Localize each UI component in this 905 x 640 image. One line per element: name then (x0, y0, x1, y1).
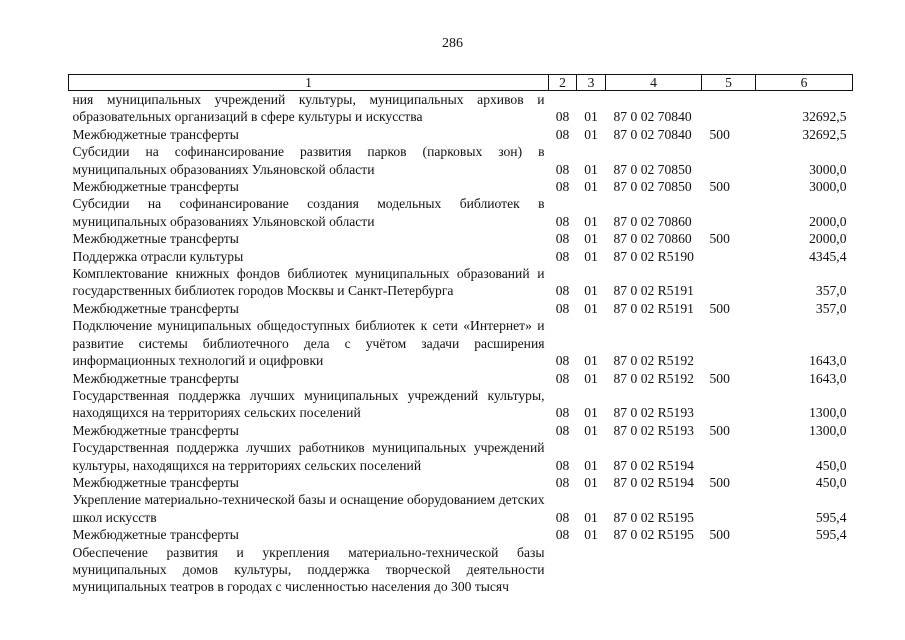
row-section: 08 (555, 300, 570, 316)
row-section: 08 (555, 248, 570, 264)
row-subsection: 01 (584, 405, 598, 421)
row-expense-type: 500 (709, 422, 730, 438)
row-description: Укрепление материально-технической базы и оснащение оборудованием детских школ искусств (72, 492, 545, 525)
row-amount: 32692,5 (802, 109, 847, 125)
row-subsection: 01 (584, 353, 598, 369)
row-expense-type: 500 (709, 300, 730, 316)
row-expense-type: 500 (709, 474, 730, 490)
row-section: 08 (555, 161, 570, 177)
row-section: 08 (555, 353, 570, 369)
row-subsection: 01 (584, 509, 598, 525)
row-target-article: 87 0 02 70840 (613, 109, 692, 125)
row-amount: 450,0 (815, 474, 847, 490)
row-description: Межбюджетные трансферты (72, 422, 239, 438)
header-col-5: 5 (702, 75, 756, 91)
row-subsection: 01 (584, 422, 598, 438)
row-description: Подключение муниципальных общедоступных библиотек к сети «Интернет» и развитие системы библиотечного дела с учётом задачи расширения информационных технологий и оцифровки (72, 318, 545, 369)
row-description: Субсидии на софинансирование развития парков (парковых зон) в муниципальных образованиях Ульяновской области (72, 144, 545, 177)
header-col-6: 6 (756, 75, 853, 91)
row-section: 08 (555, 370, 570, 386)
header-col-3: 3 (577, 75, 606, 91)
table-header (69, 75, 853, 91)
row-target-article: 87 0 02 R5194 (613, 457, 694, 473)
row-subsection: 01 (584, 179, 598, 195)
row-target-article: 87 0 02 70860 (613, 213, 692, 229)
table-row (69, 474, 853, 491)
header-row (69, 75, 853, 91)
row-subsection: 01 (584, 213, 598, 229)
row-amount: 357,0 (815, 300, 847, 316)
row-target-article: 87 0 02 70850 (613, 161, 692, 177)
row-expense-type: 500 (709, 126, 730, 142)
table-row (69, 370, 853, 387)
row-target-article: 87 0 02 R5194 (613, 474, 694, 490)
row-target-article: 87 0 02 R5192 (613, 370, 694, 386)
row-section: 08 (555, 109, 570, 125)
row-amount: 1300,0 (809, 422, 847, 438)
row-target-article: 87 0 02 R5195 (613, 527, 694, 543)
table-row (69, 143, 853, 178)
row-subsection: 01 (584, 370, 598, 386)
row-amount: 2000,0 (809, 213, 847, 229)
row-amount: 450,0 (815, 457, 847, 473)
row-section: 08 (555, 283, 570, 299)
row-amount: 4345,4 (809, 248, 847, 264)
row-target-article: 87 0 02 70840 (613, 126, 692, 142)
row-amount: 3000,0 (809, 179, 847, 195)
row-section: 08 (555, 231, 570, 247)
table-row (69, 265, 853, 300)
row-description: Государственная поддержка лучших работников муниципальных учреждений культуры, находящихся на территориях сельских поселений (72, 440, 545, 473)
row-subsection: 01 (584, 527, 598, 543)
row-target-article (606, 544, 702, 596)
row-section: 08 (555, 457, 570, 473)
row-subsection: 01 (584, 300, 598, 316)
row-section: 08 (555, 126, 570, 142)
row-target-article: 87 0 02 R5191 (613, 300, 694, 316)
row-description: Межбюджетные трансферты (72, 231, 239, 247)
row-expense-type: 500 (709, 370, 730, 386)
row-subsection: 01 (584, 283, 598, 299)
header-col-4: 4 (606, 75, 702, 91)
table-row (69, 317, 853, 369)
row-section: 08 (555, 509, 570, 525)
row-amount: 1643,0 (809, 370, 847, 386)
row-expense-type: 500 (709, 231, 730, 247)
row-expense-type (702, 317, 756, 369)
row-section (549, 544, 577, 596)
row-subsection: 01 (584, 231, 598, 247)
row-expense-type (702, 439, 756, 474)
row-description: Комплектование книжных фондов библиотек муниципальных образований и государственных библиотек городов Москвы и Санкт-Петербурга (72, 266, 545, 299)
table-row (69, 248, 853, 265)
row-target-article: 87 0 02 R5192 (613, 353, 694, 369)
table-row (69, 91, 853, 126)
row-target-article: 87 0 02 R5193 (613, 405, 694, 421)
row-expense-type (702, 143, 756, 178)
row-description: Государственная поддержка лучших муниципальных учреждений культуры, находящихся на территориях сельских поселений (72, 387, 545, 421)
row-description: Межбюджетные трансферты (72, 527, 239, 543)
row-expense-type: 500 (709, 527, 730, 543)
table-row (69, 422, 853, 439)
table-row (69, 439, 853, 474)
table-row (69, 544, 853, 596)
row-target-article: 87 0 02 70860 (613, 231, 692, 247)
row-expense-type (702, 491, 756, 526)
row-expense-type (702, 544, 756, 596)
table-row (69, 526, 853, 543)
row-expense-type: 500 (709, 179, 730, 195)
table-row (69, 230, 853, 247)
table-row (69, 491, 853, 526)
row-target-article: 87 0 02 R5191 (613, 283, 694, 299)
row-description: Поддержка отрасли культуры (72, 248, 244, 264)
row-amount: 1300,0 (809, 405, 847, 421)
row-target-article: 87 0 02 R5190 (613, 248, 694, 264)
row-amount: 595,4 (815, 509, 847, 525)
row-subsection: 01 (584, 457, 598, 473)
row-amount: 32692,5 (802, 126, 847, 142)
header-col-2: 2 (549, 75, 577, 91)
row-subsection: 01 (584, 109, 598, 125)
row-section: 08 (555, 179, 570, 195)
row-subsection: 01 (584, 126, 598, 142)
row-amount: 595,4 (815, 527, 847, 543)
row-section: 08 (555, 527, 570, 543)
row-expense-type (702, 91, 756, 126)
row-section: 08 (555, 474, 570, 490)
table-row (69, 195, 853, 230)
row-expense-type (702, 195, 756, 230)
row-description: Межбюджетные трансферты (72, 370, 239, 386)
row-section: 08 (555, 405, 570, 421)
row-section: 08 (555, 422, 570, 438)
row-description: Межбюджетные трансферты (72, 179, 239, 195)
table-row (69, 126, 853, 143)
row-amount: 2000,0 (809, 231, 847, 247)
row-description: Межбюджетные трансферты (72, 300, 239, 316)
row-description: Обеспечение развития и укрепления материально-технической базы муниципальных домов культуры, поддержка творческой деятельности муниципальных театров в городах с численностью населения до 300 тысяч (72, 544, 545, 595)
row-amount: 1643,0 (809, 353, 847, 369)
page-number: 286 (442, 36, 463, 51)
row-subsection (577, 544, 606, 596)
row-section: 08 (555, 213, 570, 229)
table-row (69, 300, 853, 317)
row-target-article: 87 0 02 R5193 (613, 422, 694, 438)
row-expense-type (702, 387, 756, 422)
table-body (69, 91, 853, 596)
row-description: ния муниципальных учреждений культуры, муниципальных архивов и образовательных организаций в сфере культуры и искусства (72, 92, 545, 125)
row-subsection: 01 (584, 248, 598, 264)
row-description: Субсидии на софинансирование создания модельных библиотек в муниципальных образованиях Ульяновской области (72, 196, 545, 229)
row-description: Межбюджетные трансферты (72, 126, 239, 142)
row-expense-type (702, 265, 756, 300)
row-target-article: 87 0 02 R5195 (613, 509, 694, 525)
header-col-1: 1 (69, 75, 549, 91)
row-subsection: 01 (584, 474, 598, 490)
row-subsection: 01 (584, 161, 598, 177)
row-amount: 357,0 (815, 283, 847, 299)
row-amount: 3000,0 (809, 161, 847, 177)
row-target-article: 87 0 02 70850 (613, 179, 692, 195)
budget-table (68, 74, 853, 596)
table-row (69, 178, 853, 195)
row-amount (756, 544, 853, 596)
table-row (69, 387, 853, 422)
row-expense-type (702, 248, 756, 265)
row-description: Межбюджетные трансферты (72, 474, 239, 490)
